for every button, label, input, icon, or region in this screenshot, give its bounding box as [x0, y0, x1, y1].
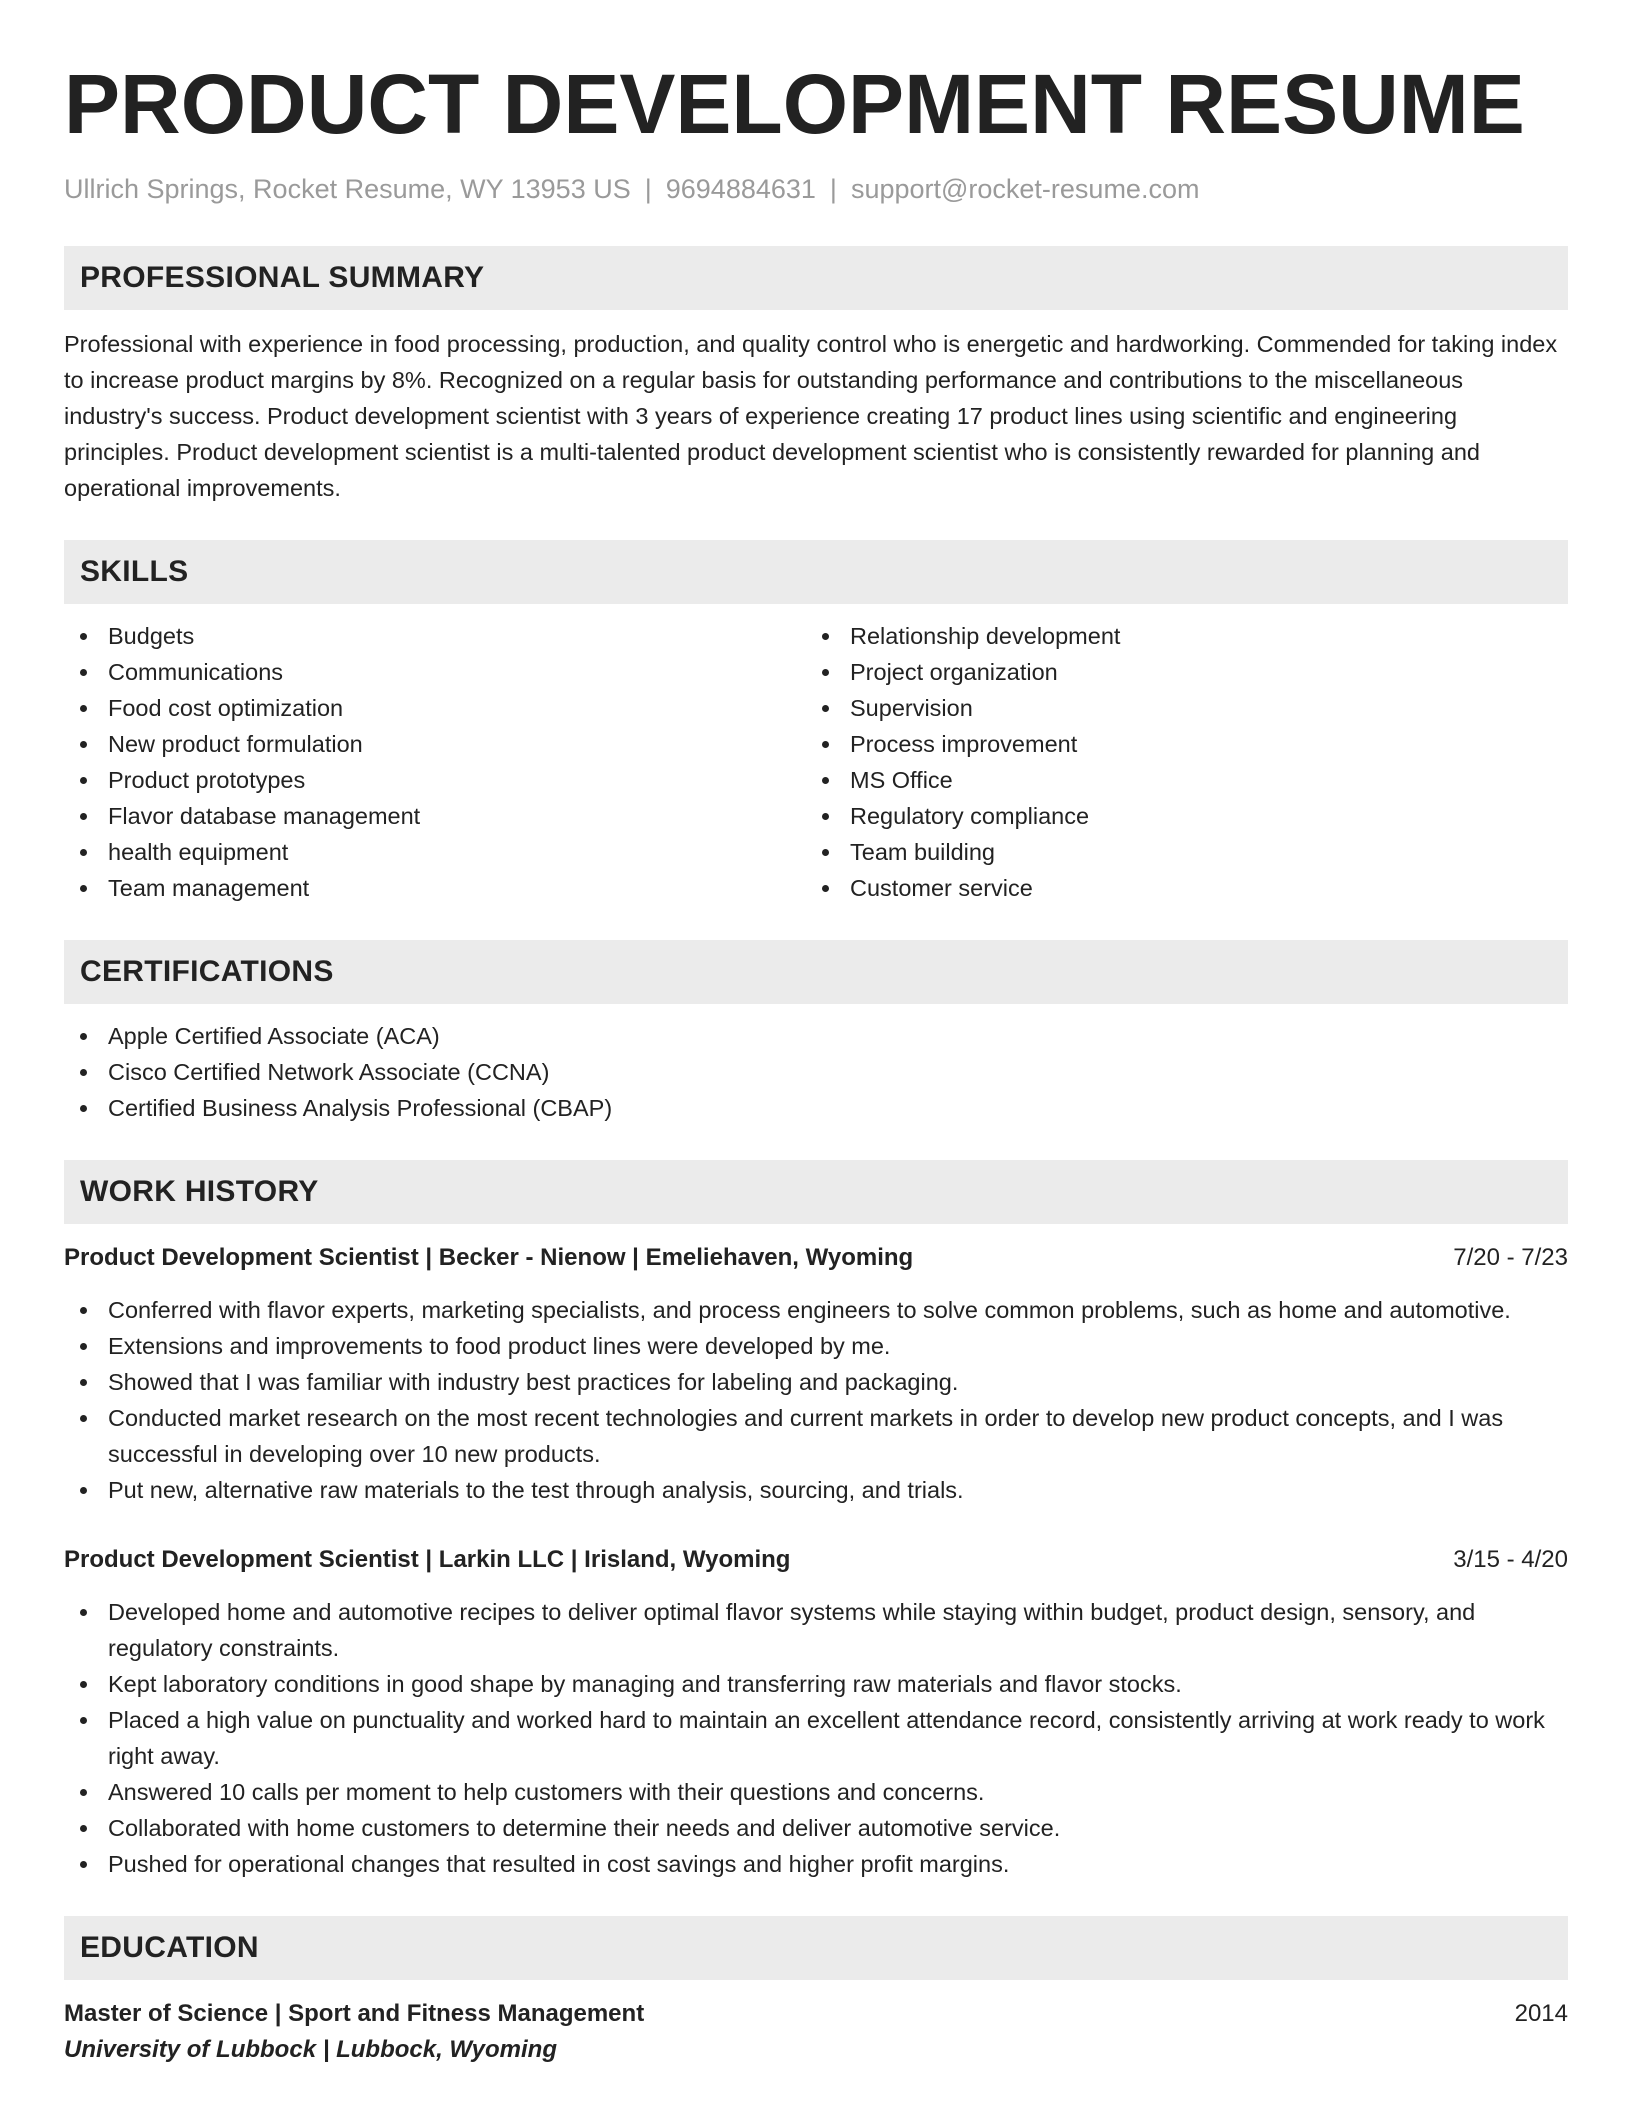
skill-item: Team management — [64, 870, 806, 906]
skill-item: Budgets — [64, 618, 806, 654]
skill-item: health equipment — [64, 834, 806, 870]
certification-item: Apple Certified Associate (ACA) — [64, 1018, 1568, 1054]
job-bullet: Pushed for operational changes that resulted in cost savings and higher profit margins. — [64, 1846, 1568, 1882]
job-dates: 7/20 - 7/23 — [1453, 1244, 1568, 1271]
job-bullet: Showed that I was familiar with industry best practices for labeling and packaging. — [64, 1364, 1568, 1400]
job-header — [64, 1542, 1568, 1578]
skills-list — [64, 618, 1568, 906]
skills-column-left — [64, 618, 806, 906]
skill-item: Communications — [64, 654, 806, 690]
resume-title: PRODUCT DEVELOPMENT RESUME — [64, 57, 1525, 151]
contact-email[interactable]: support@rocket-resume.com — [850, 174, 1200, 204]
contact-phone: 9694884631 — [665, 174, 816, 204]
contact-separator: | — [829, 174, 837, 204]
certifications-heading: CERTIFICATIONS — [64, 940, 1568, 1004]
contact-separator: | — [644, 174, 652, 204]
skill-item: Project organization — [806, 654, 1548, 690]
job-bullet: Put new, alternative raw materials to the test through analysis, sourcing, and trials. — [64, 1472, 1568, 1508]
skill-item: MS Office — [806, 762, 1548, 798]
job-bullet: Collaborated with home customers to determine their needs and deliver automotive service. — [64, 1810, 1568, 1846]
job-bullet: Developed home and automotive recipes to deliver optimal flavor systems while staying within budget, product design, sensory, and regulatory constraints. — [64, 1594, 1568, 1666]
skill-item: Team building — [806, 834, 1548, 870]
skill-item: Flavor database management — [64, 798, 806, 834]
job-entry — [64, 1240, 1568, 1508]
job-entry — [64, 1542, 1568, 1882]
education-school: University of Lubbock | Lubbock, Wyoming — [64, 2036, 557, 2063]
skill-item: Food cost optimization — [64, 690, 806, 726]
skills-column-right — [806, 618, 1548, 906]
job-bullets — [64, 1292, 1568, 1508]
job-bullet: Kept laboratory conditions in good shape by managing and transferring raw materials and flavor stocks. — [64, 1666, 1568, 1702]
job-bullet: Placed a high value on punctuality and worked hard to maintain an excellent attendance record, consistently arriving at work ready to work right away. — [64, 1702, 1568, 1774]
skill-item: Process improvement — [806, 726, 1548, 762]
education-year: 2014 — [1514, 2000, 1568, 2027]
job-dates: 3/15 - 4/20 — [1453, 1546, 1568, 1573]
job-title: Product Development Scientist | Becker - Nienow | Emeliehaven, Wyoming — [64, 1244, 914, 1271]
job-bullet: Conferred with flavor experts, marketing specialists, and process engineers to solve common problems, such as home and automotive. — [64, 1292, 1568, 1328]
skill-item: Product prototypes — [64, 762, 806, 798]
summary-heading: PROFESSIONAL SUMMARY — [64, 246, 1568, 310]
education-degree: Master of Science | Sport and Fitness Management — [64, 2000, 645, 2027]
education-header — [64, 1996, 1568, 2032]
contact-line — [64, 172, 1568, 206]
skills-heading: SKILLS — [64, 540, 1568, 604]
skill-item: Customer service — [806, 870, 1548, 906]
certification-item: Certified Business Analysis Professional (CBAP) — [64, 1090, 1568, 1126]
summary-text: Professional with experience in food processing, production, and quality control who is energetic and hardworking. Commended for taking index to increase product margins by 8%. Recognized on a regular basis for outstanding performance and contributions to the miscellaneous industry's success. Product development scientist with 3 years of experience creating 17 product lines using scientific and engineering principles. Product development scientist is a multi-talented product development scientist who is consistently rewarded for planning and operational improvements. — [64, 331, 1558, 501]
contact-address: Ullrich Springs, Rocket Resume, WY 13953 US — [64, 174, 631, 204]
job-bullet: Conducted market research on the most recent technologies and current markets in order to develop new product concepts, and I was successful in developing over 10 new products. — [64, 1400, 1568, 1472]
skill-item: Supervision — [806, 690, 1548, 726]
skill-item: Regulatory compliance — [806, 798, 1548, 834]
certification-item: Cisco Certified Network Associate (CCNA) — [64, 1054, 1568, 1090]
job-header — [64, 1240, 1568, 1276]
job-bullets — [64, 1594, 1568, 1882]
skill-item: Relationship development — [806, 618, 1548, 654]
skill-item: New product formulation — [64, 726, 806, 762]
job-bullet: Extensions and improvements to food product lines were developed by me. — [64, 1328, 1568, 1364]
education-heading: EDUCATION — [64, 1916, 1568, 1980]
job-bullet: Answered 10 calls per moment to help customers with their questions and concerns. — [64, 1774, 1568, 1810]
work-history-heading: WORK HISTORY — [64, 1160, 1568, 1224]
certifications-list — [64, 1018, 1568, 1126]
job-title: Product Development Scientist | Larkin LLC | Irisland, Wyoming — [64, 1546, 791, 1573]
